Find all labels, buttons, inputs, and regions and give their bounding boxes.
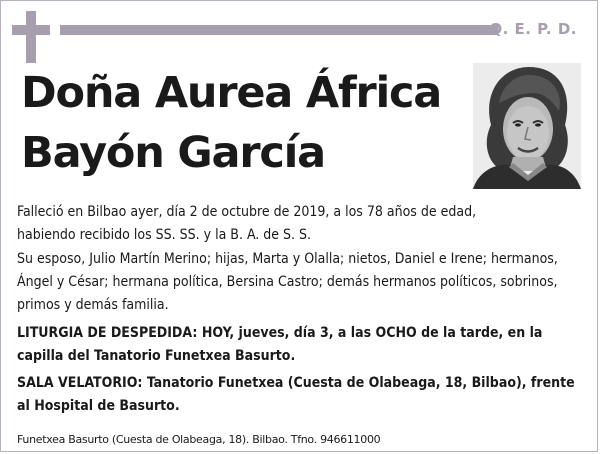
deceased-name-line1: Doña Aurea África (21, 68, 442, 118)
deceased-name (21, 63, 471, 183)
wake-room-info: SALA VELATORIO: Tanatorio Funetxea (Cuesta de Olabeaga, 18, Bilbao), frente al Hospital de Basurto. (17, 375, 575, 414)
deceased-portrait-photo (473, 63, 581, 189)
liturgy-info: LITURGIA DE DESPEDIDA: HOY, jueves, día 3, a las OCHO de la tarde, en la capilla del Tanatorio Funetxea Basurto. (17, 325, 543, 364)
cross-icon (26, 11, 36, 63)
deceased-name-line2: Bayón García (21, 128, 325, 178)
death-announcement (17, 201, 585, 247)
obituary-body (17, 201, 585, 418)
header-divider-bar (60, 25, 498, 35)
qepd-label: Q. E. P. D. (489, 20, 577, 38)
death-announcement-line1: Falleció en Bilbao ayer, día 2 de octubre de 2019, a los 78 años de edad, (17, 204, 477, 220)
cross-icon-bar (12, 25, 50, 35)
death-announcement-line2: habiendo recibido los SS. SS. y la B. A. de S. S. (17, 227, 312, 243)
funeral-home-contact: Funetxea Basurto (Cuesta de Olabeaga, 18). Bilbao. Tfno. 946611000 (17, 433, 381, 446)
family-list: Su esposo, Julio Martín Merino; hijas, Marta y Olalla; nietos, Daniel e Irene; hermanos, Ángel y César; hermana política, Bersina Castro; demás hermanos políticos, sobrinos, primos y demás familia. (17, 251, 558, 313)
